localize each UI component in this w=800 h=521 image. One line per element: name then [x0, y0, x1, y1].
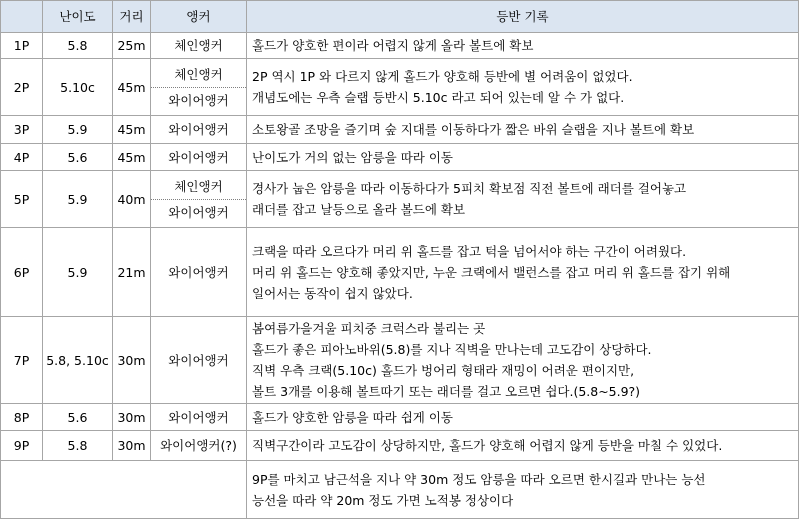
record-line: 난이도가 거의 없는 암릉을 따라 이동 [252, 149, 453, 165]
anchor-label: 체인앵커 [151, 62, 246, 88]
footer-row [1, 461, 799, 519]
length-cell: 30m [113, 431, 151, 461]
record-line: 능선을 따라 약 20m 정도 가면 노적봉 정상이다 [252, 492, 514, 508]
table-row [1, 404, 799, 431]
header-grade: 난이도 [43, 1, 113, 33]
grade-cell: 5.8 [43, 33, 113, 59]
header-row [1, 1, 799, 33]
pitch-cell: 4P [1, 144, 43, 171]
table-row [1, 317, 799, 404]
table-row [1, 228, 799, 317]
record-line: 소토왕골 조망을 즐기며 숲 지대를 이동하다가 짧은 바위 슬랩을 지나 볼트에 확보 [252, 122, 695, 137]
anchor-label: 와이어앵커 [168, 204, 229, 220]
table-row [1, 171, 799, 228]
record-cell [247, 116, 799, 144]
pitch-cell: 8P [1, 404, 43, 431]
anchor-cell: 와이어앵커 [151, 228, 247, 317]
table-row [1, 33, 799, 59]
anchor-label: 와이어앵커 [168, 92, 229, 108]
anchor-cell: 와이어앵커 [151, 116, 247, 144]
anchor-cell [151, 59, 247, 116]
record-cell [247, 59, 799, 116]
record-cell [247, 228, 799, 317]
record-cell [247, 431, 799, 461]
anchor-cell: 와이어앵커 [151, 404, 247, 431]
length-cell: 45m [113, 116, 151, 144]
grade-cell: 5.8, 5.10c [43, 317, 113, 404]
pitch-cell: 5P [1, 171, 43, 228]
record-line: 경사가 눕은 암릉을 따라 이동하다가 5피치 확보점 직전 볼트에 래더를 걸어놓고 [252, 181, 687, 196]
record-line: 홀드가 좋은 피아노바위(5.8)를 지나 직벽을 만나는데 고도감이 상당하다. [252, 342, 652, 357]
pitch-cell: 9P [1, 431, 43, 461]
pitch-cell: 7P [1, 317, 43, 404]
length-cell: 21m [113, 228, 151, 317]
header-record: 등반 기록 [247, 1, 799, 33]
record-cell [247, 171, 799, 228]
record-line: 래더를 잡고 날등으로 올라 볼드에 확보 [252, 202, 466, 217]
header-anchor: 앵커 [151, 1, 247, 33]
anchor-cell: 와이어앵커 [151, 144, 247, 171]
anchor-cell: 와이어앵커 [151, 317, 247, 404]
record-cell [247, 404, 799, 431]
anchor-cell [151, 171, 247, 228]
record-line: 홀드가 양호한 암릉을 따라 쉽게 이동 [252, 409, 453, 425]
grade-cell: 5.9 [43, 171, 113, 228]
record-line: 개념도에는 우측 슬랩 등반시 5.10c 라고 되어 있는데 알 수 가 없다. [252, 90, 625, 105]
header-length: 거리 [113, 1, 151, 33]
table-row [1, 116, 799, 144]
record-line: 봄여름가을겨울 피치중 크럭스라 불리는 곳 [252, 321, 486, 336]
footer-record-cell [247, 461, 799, 519]
length-cell: 30m [113, 317, 151, 404]
anchor-label: 체인앵커 [151, 174, 246, 200]
grade-cell: 5.6 [43, 404, 113, 431]
anchor-cell: 체인앵커 [151, 33, 247, 59]
record-line: 머리 위 홀드는 양호해 좋았지만, 누운 크랙에서 밸런스를 잡고 머리 위 홀드를 잡기 위해 [252, 264, 731, 280]
grade-cell: 5.8 [43, 431, 113, 461]
record-cell [247, 33, 799, 59]
pitch-cell: 2P [1, 59, 43, 116]
length-cell: 40m [113, 171, 151, 228]
table-row [1, 144, 799, 171]
length-cell: 25m [113, 33, 151, 59]
record-line: 2P 역시 1P 와 다르지 않게 홀드가 양호해 등반에 별 어려움이 없었다. [252, 69, 633, 84]
grade-cell: 5.9 [43, 116, 113, 144]
grade-cell: 5.9 [43, 228, 113, 317]
record-line: 일어서는 동작이 쉽지 않았다. [252, 285, 413, 301]
record-line: 홀드가 양호한 편이라 어렵지 않게 올라 볼트에 확보 [252, 38, 534, 53]
record-line: 직벽 우측 크랙(5.10c) 홀드가 벙어리 형태라 재밍이 어려운 편이지만, [252, 363, 635, 378]
length-cell: 45m [113, 59, 151, 116]
record-cell [247, 144, 799, 171]
header-pitch [1, 1, 43, 33]
table-row [1, 431, 799, 461]
pitch-cell: 6P [1, 228, 43, 317]
pitch-cell: 1P [1, 33, 43, 59]
table-row [1, 59, 799, 116]
record-line: 9P를 마치고 남근석을 지나 약 30m 정도 암릉을 따라 오르면 한시길과 만나는 능선 [252, 471, 706, 487]
record-line: 직벽구간이라 고도감이 상당하지만, 홀드가 양호해 어렵지 않게 등반을 마칠 수 있었다. [252, 438, 723, 453]
pitch-cell: 3P [1, 116, 43, 144]
record-line: 볼트 3개를 이용해 볼트따기 또는 래더를 걸고 오르면 쉽다.(5.8~5.9?) [252, 384, 641, 399]
length-cell: 30m [113, 404, 151, 431]
length-cell: 45m [113, 144, 151, 171]
grade-cell: 5.10c [43, 59, 113, 116]
record-line: 크랙을 따라 오르다가 머리 위 홀드를 잡고 턱을 넘어서야 하는 구간이 어려웠다. [252, 243, 687, 259]
record-cell [247, 317, 799, 404]
footer-empty-cell [1, 461, 247, 519]
anchor-cell: 와이어앵커(?) [151, 431, 247, 461]
grade-cell: 5.6 [43, 144, 113, 171]
